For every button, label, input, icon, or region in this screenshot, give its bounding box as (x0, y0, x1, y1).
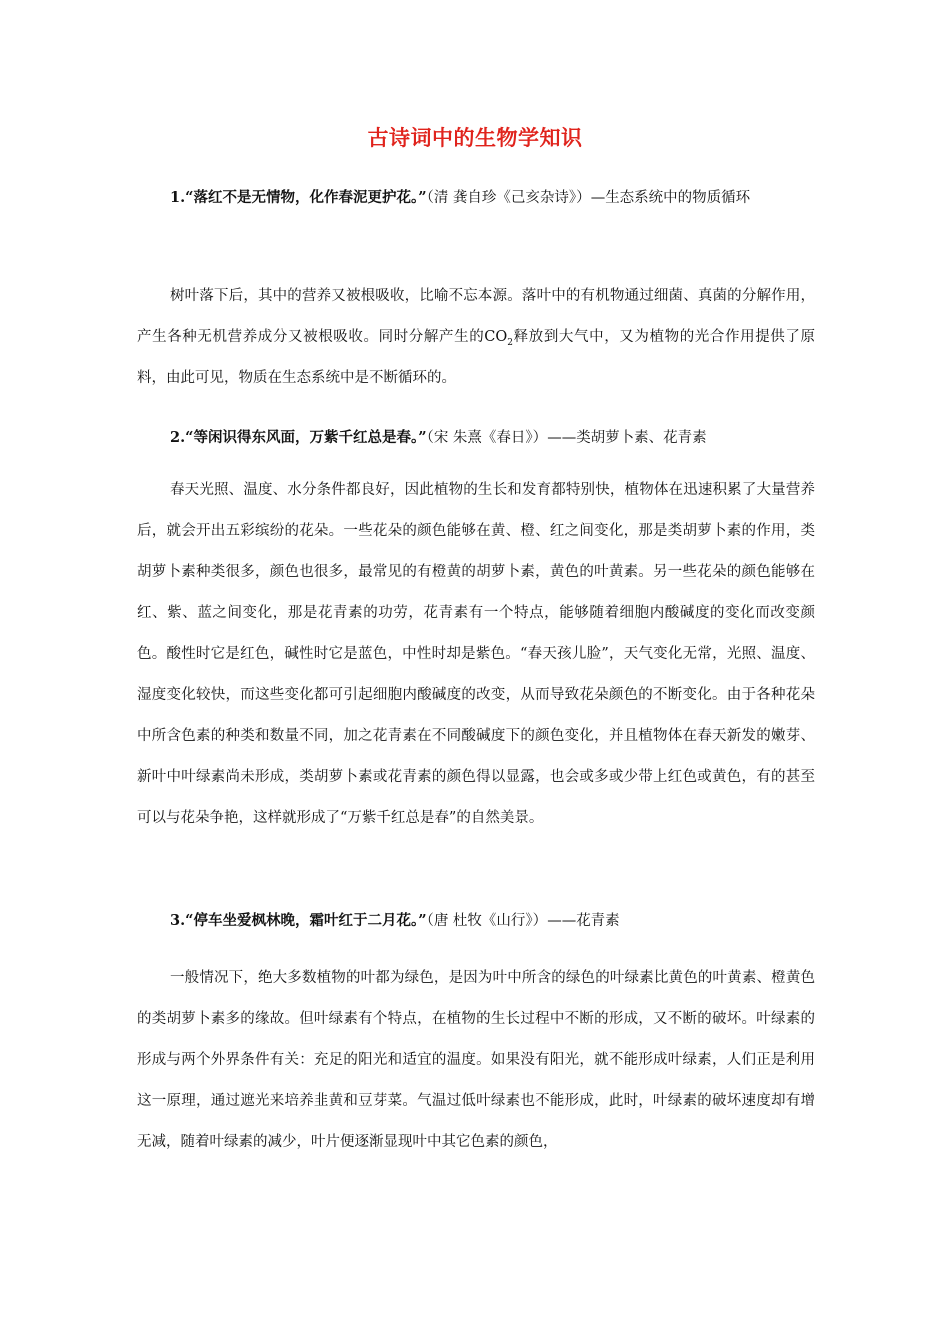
section-1-body-part2: 释放到大气中，又为植物的光合作用提供了原料，由此可见，物质在生态系统中是不断循环的。 (137, 329, 816, 386)
section-3-body: 一般情况下，绝大多数植物的叶都为绿色，是因为叶中所含的绿色的叶绿素比黄色的叶黄素、橙黄色的类胡萝卜素多的缘故。但叶绿素有个特点，在植物的生长过程中不断的形成，又不断的破坏。叶绿素的形成与两个外界条件有关：充足的阳光和适宜的温度。如果没有阳光，就不能形成叶绿素，人们正是利用这一原理，通过遮光来培养韭黄和豆芽菜。气温过低叶绿素也不能形成，此时，叶绿素的破坏速度却有增无减，随着叶绿素的减少，叶片便逐渐显现叶中其它色素的颜色， (137, 970, 815, 1150)
document-title: 古诗词中的生物学知识 (367, 125, 583, 150)
section-3-number: 3. (170, 912, 186, 929)
section-3-source: （唐 杜牧《山行》） (426, 913, 548, 929)
section-3-poem: “停车坐爱枫林晚，霜叶红于二月花。” (185, 912, 427, 929)
section-2-topic: ——类胡萝卜素、花青素 (547, 430, 707, 446)
section-3-heading (137, 900, 815, 942)
section-1-body-part1: 树叶落下后，其中的营养又被根吸收，比喻不忘本源。落叶中的有机物通过细菌、真菌的分解作用，产生各种无机营养成分又被根吸收。同时分解产生的CO (137, 288, 815, 345)
section-3-topic: ——花青素 (547, 913, 620, 929)
section-1-source: （清 龚自珍《己亥杂诗》） (426, 190, 591, 206)
section-1-poem: “落红不是无情物，化作春泥更护花。” (185, 189, 427, 206)
section-1-number: 1. (170, 189, 186, 206)
section-2-source: （宋 朱熹《春日》） (426, 430, 548, 446)
section-2-heading (137, 417, 815, 459)
section-1-heading (137, 177, 815, 219)
section-2-poem: “等闲识得东风面，万紫千红总是春。” (185, 429, 427, 446)
section-1-body-subscript: 2 (507, 337, 514, 348)
section-1-topic: —生态系统中的物质循环 (590, 190, 751, 206)
section-2-body: 春天光照、温度、水分条件都良好，因此植物的生长和发育都特别快，植物体在迅速积累了大量营养后，就会开出五彩缤纷的花朵。一些花朵的颜色能够在黄、橙、红之间变化，那是类胡萝卜素的作用，类胡萝卜素种类很多，颜色也很多，最常见的有橙黄的胡萝卜素，黄色的叶黄素。另一些花朵的颜色能够在红、紫、蓝之间变化，那是花青素的功劳，花青素有一个特点，能够随着细胞内酸碱度的变化而改变颜色。酸性时它是红色，碱性时它是蓝色，中性时却是紫色。“春天孩儿脸”，天气变化无常，光照、温度、湿度变化较快，而这些变化都可引起细胞内酸碱度的改变，从而导致花朵颜色的不断变化。由于各种花朵中所含色素的种类和数量不同，加之花青素在不同酸碱度下的颜色变化，并且植物体在春天新发的嫩芽、新叶中叶绿素尚未形成，类胡萝卜素或花青素的颜色得以显露，也会或多或少带上红色或黄色，有的甚至可以与花朵争艳，这样就形成了“万紫千红总是春”的自然美景。 (137, 482, 815, 826)
section-2-number: 2. (170, 429, 186, 446)
section-1-body (137, 276, 815, 399)
